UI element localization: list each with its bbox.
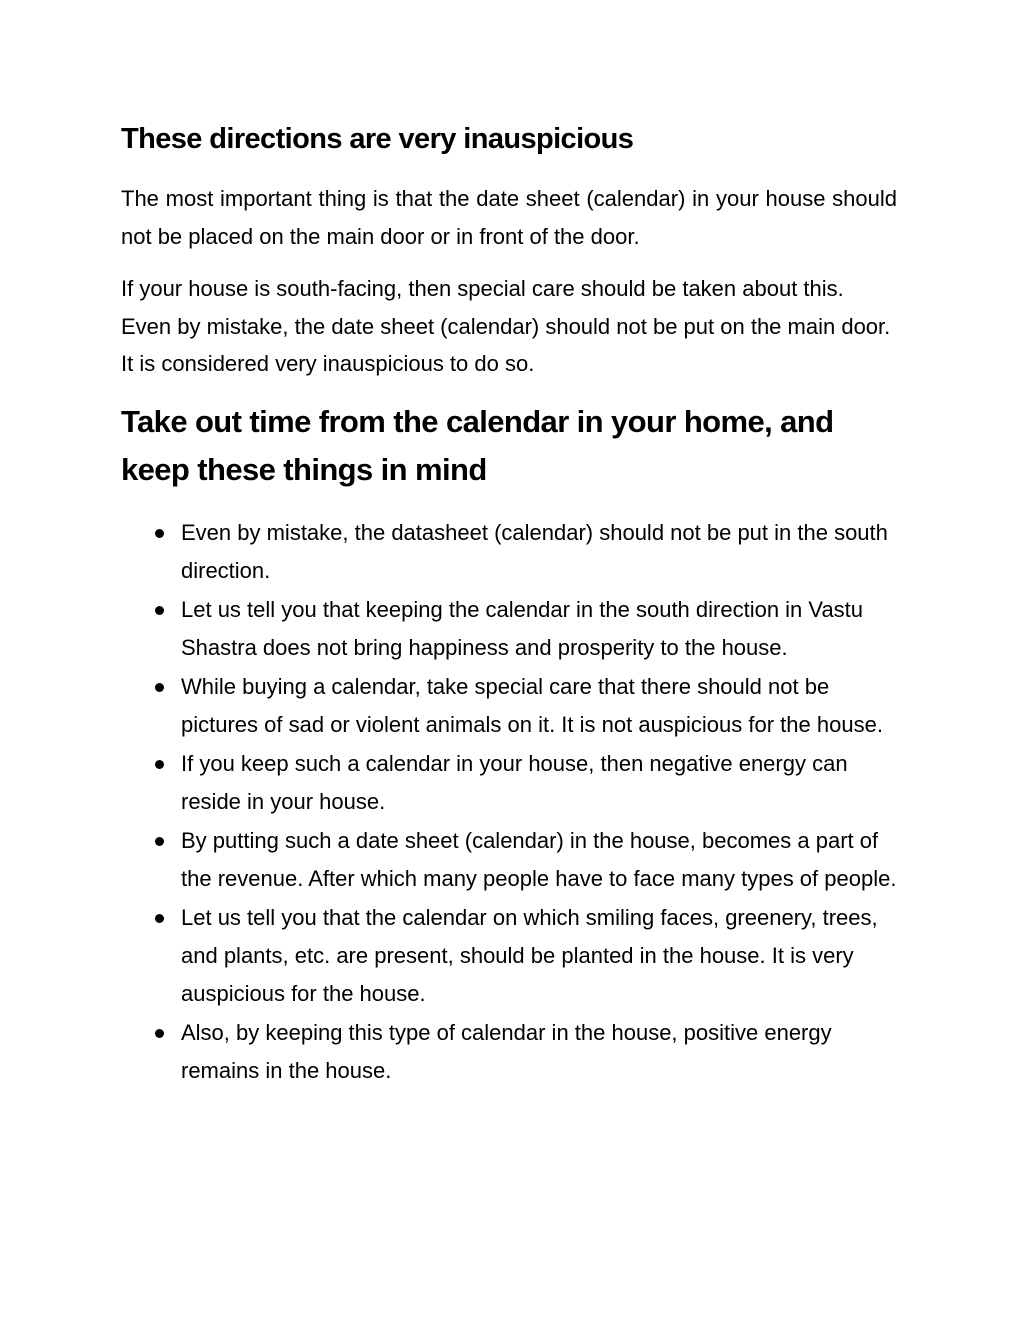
bullet-icon [155,683,164,692]
list-item [121,591,897,667]
list-item [121,745,897,821]
list-item [121,514,897,590]
bullet-list [121,514,897,1090]
list-item-text: Let us tell you that the calendar on which smiling faces, greenery, trees, and plants, etc. are present, should be planted in the house. It is very auspicious for the house. [181,904,878,1006]
list-item [121,668,897,744]
document-page [121,118,897,1091]
list-item [121,822,897,898]
section-heading-keep-in-mind: Take out time from the calendar in your home, and keep these things in mind [121,403,834,487]
list-item [121,899,897,1013]
list-item-text: Even by mistake, the datasheet (calendar) should not be put in the south direction. [181,519,888,583]
list-item-text: If you keep such a calendar in your house, then negative energy can reside in your house. [181,750,848,814]
section-heading-directions: These directions are very inauspicious [121,123,634,155]
bullet-icon [155,837,164,846]
list-item-text: By putting such a date sheet (calendar) in the house, becomes a part of the revenue. After which many people have to face many types of people. [181,827,897,891]
bullet-icon [155,529,164,538]
list-item [121,1014,897,1090]
list-item-text: While buying a calendar, take special care that there should not be pictures of sad or violent animals on it. It is not auspicious for the house. [181,673,883,737]
bullet-icon [155,760,164,769]
list-item-text: Let us tell you that keeping the calendar in the south direction in Vastu Shastra does not bring happiness and prosperity to the house. [181,596,864,660]
bullet-icon [155,606,164,615]
list-item-text: Also, by keeping this type of calendar in the house, positive energy remains in the house. [181,1019,832,1083]
paragraph-south-facing: If your house is south-facing, then special care should be taken about this. Even by mistake, the date sheet (calendar) should not be put on the main door. It is considered very inauspicious to do so. [121,276,891,376]
bullet-icon [155,1029,164,1038]
paragraph-date-sheet: The most important thing is that the date sheet (calendar) in your house should not be placed on the main door or in front of the door. [121,186,897,249]
bullet-icon [155,914,164,923]
